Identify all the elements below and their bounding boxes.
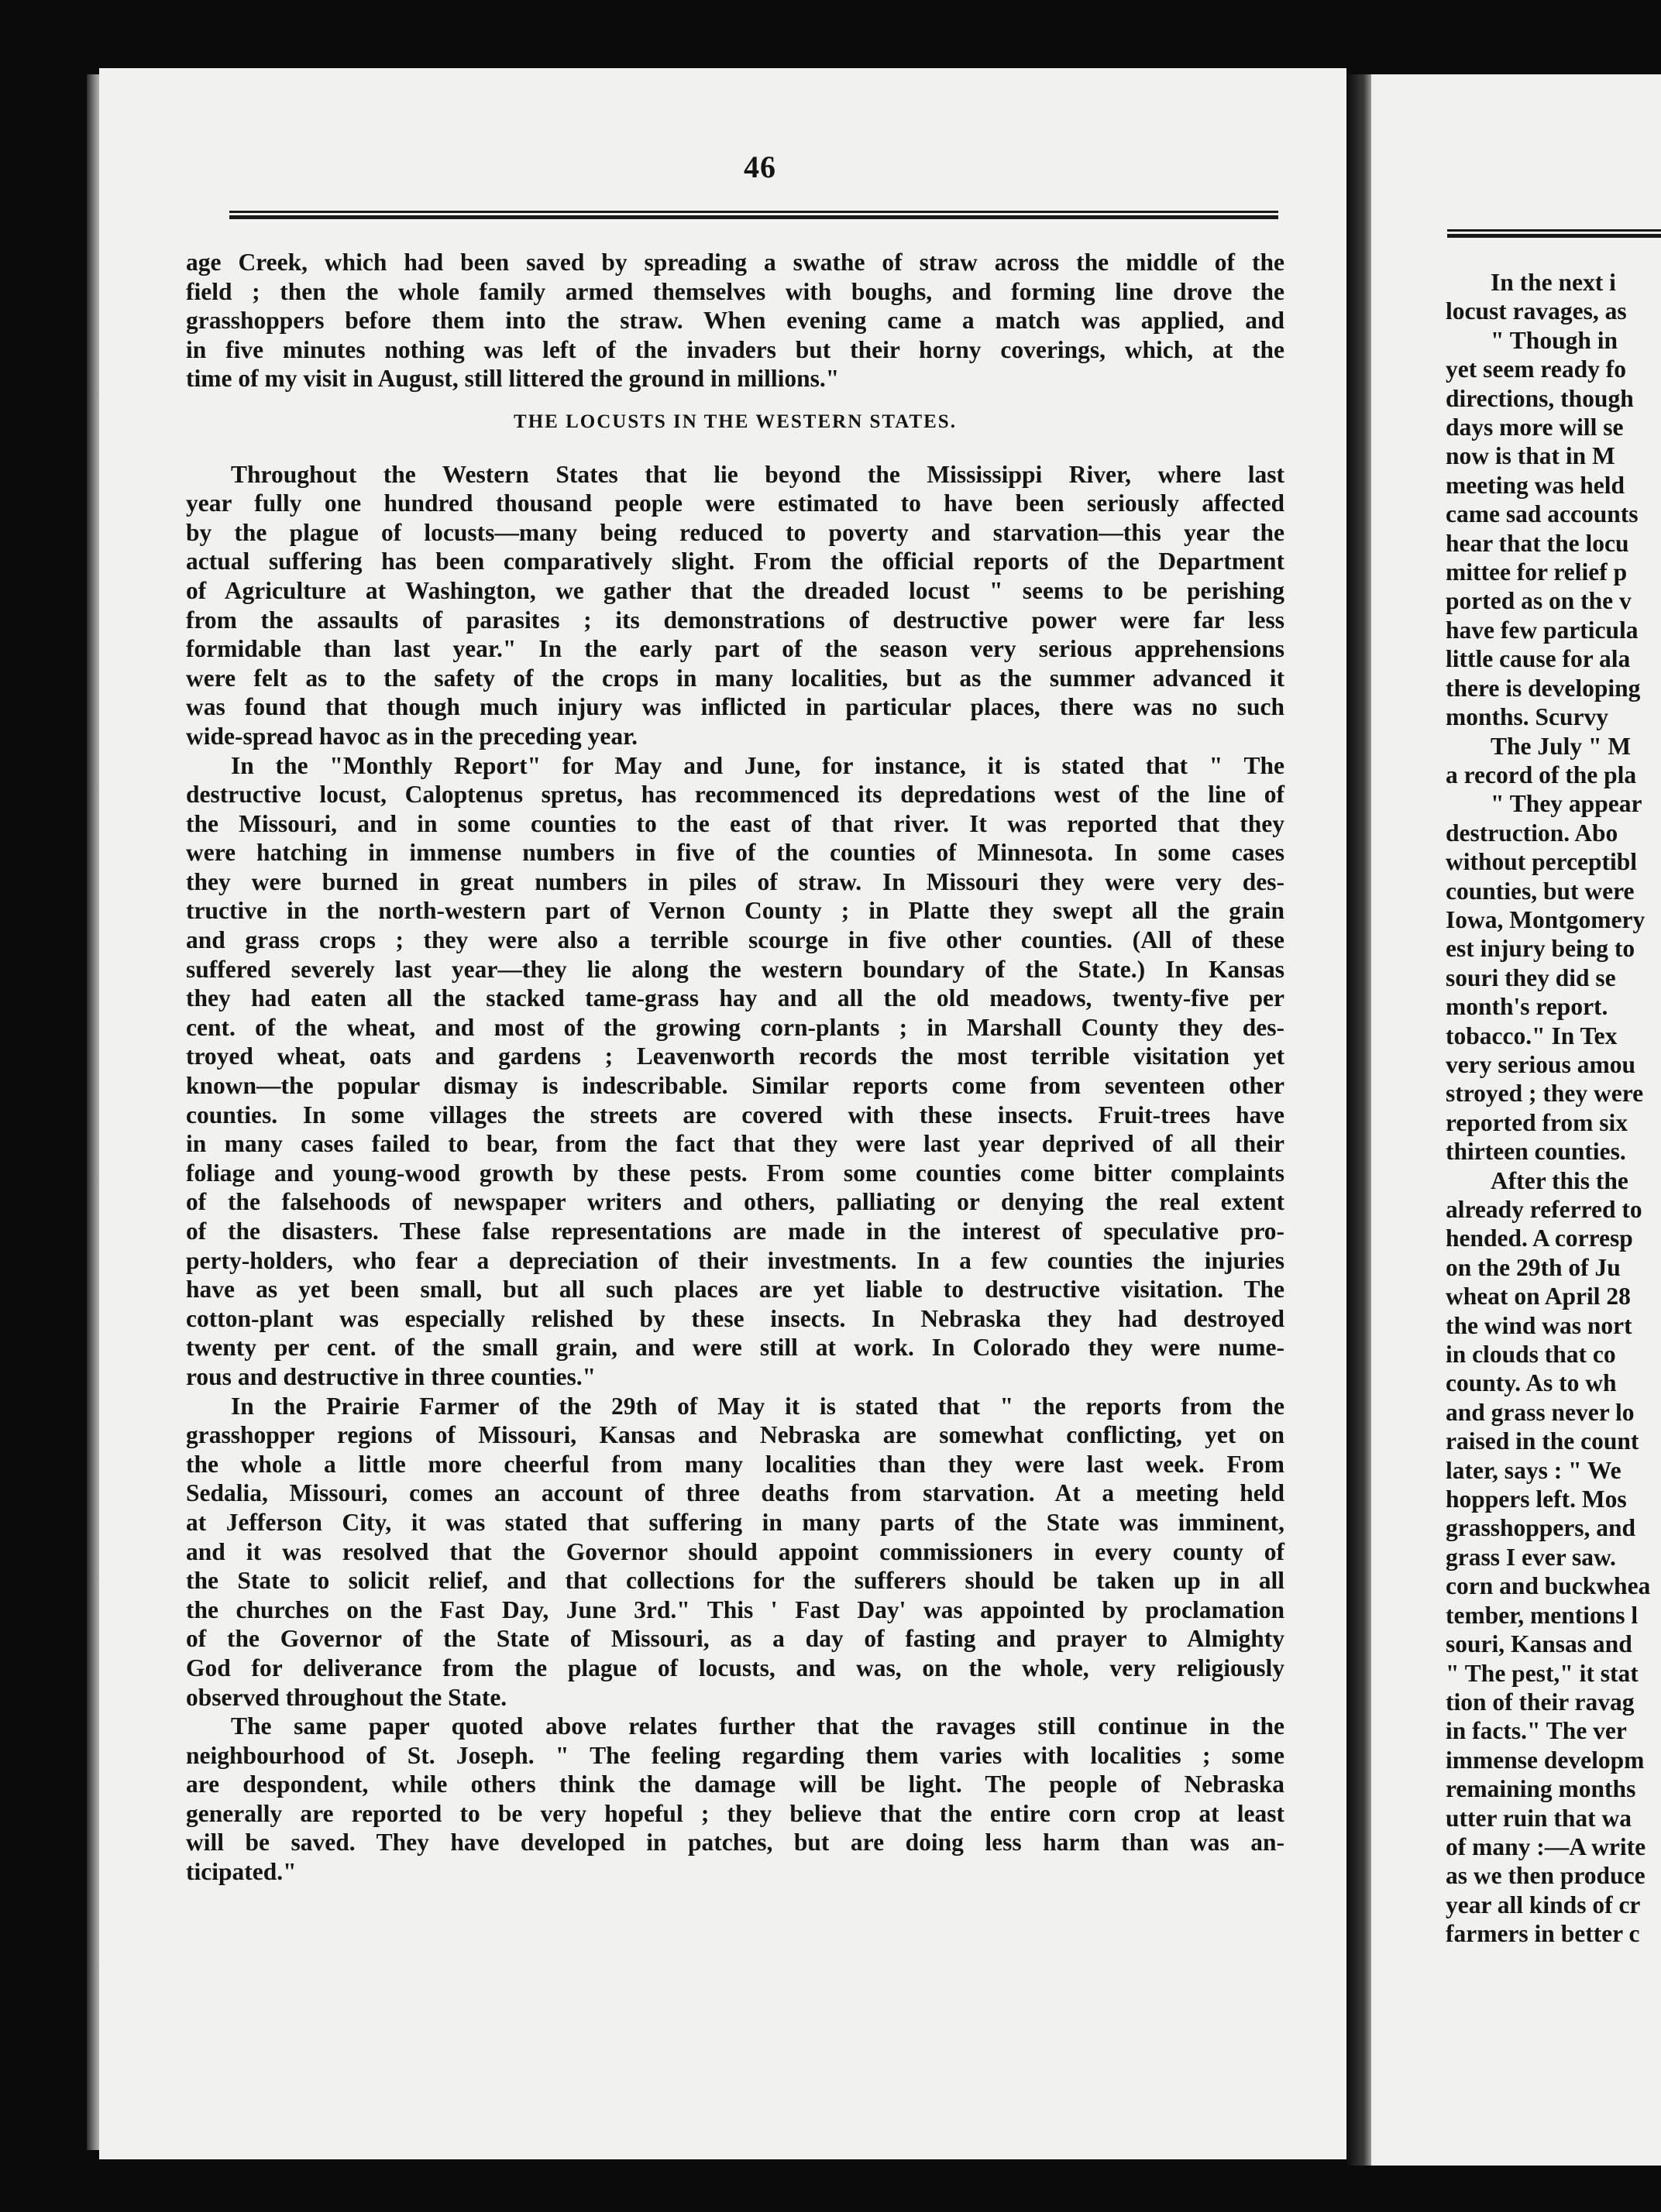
text-line: grasshopper regions of Missouri, Kansas and Nebraska are somewhat conflicting, yet on xyxy=(186,1421,1284,1449)
text-line: cent. of the wheat, and most of the growing corn-plants ; in Marshall County they des- xyxy=(186,1013,1284,1041)
text-line: in facts." The ver xyxy=(1446,1717,1627,1745)
text-line: tructive in the north-western part of Vernon County ; in Platte they swept all the grain xyxy=(186,897,1284,925)
text-line: have as yet been small, but all such places are yet liable to destructive visitation. The xyxy=(186,1276,1284,1304)
text-line: locust ravages, as xyxy=(1446,297,1627,325)
text-line: and grass never lo xyxy=(1446,1398,1635,1426)
text-line: ported as on the v xyxy=(1446,587,1632,615)
text-line: stroyed ; they were xyxy=(1446,1080,1644,1108)
text-line: souri they did se xyxy=(1446,963,1616,991)
text-line: yet seem ready fo xyxy=(1446,356,1626,383)
text-line: wheat on April 28 xyxy=(1446,1283,1631,1310)
text-line: counties, but were xyxy=(1446,877,1635,905)
text-line: county. As to wh xyxy=(1446,1369,1617,1397)
text-line: in clouds that co xyxy=(1446,1341,1616,1369)
text-line: as we then produce xyxy=(1446,1862,1646,1890)
text-line: year fully one hundred thousand people were estimated to have been seriously affected xyxy=(186,489,1284,517)
text-line: a record of the pla xyxy=(1446,761,1637,788)
text-line: already referred to xyxy=(1446,1196,1642,1223)
text-line: month's report. xyxy=(1446,993,1608,1021)
text-line: The July " M xyxy=(1491,732,1632,760)
text-line: time of my visit in August, still littered the ground in millions." xyxy=(186,365,840,393)
text-line: cotton-plant was especially relished by these insects. In Nebraska they had destroyed xyxy=(186,1304,1284,1332)
text-line: formidable than last year." In the early part of the season very serious apprehensions xyxy=(186,635,1284,663)
right-column-text xyxy=(1446,268,1661,1949)
text-line: field ; then the whole family armed themselves with boughs, and forming line drove the xyxy=(186,277,1284,305)
text-line: year all kinds of cr xyxy=(1446,1891,1641,1918)
text-line: of Agriculture at Washington, we gather that the dreaded locust " seems to be perishing xyxy=(186,576,1284,604)
header-rule xyxy=(229,211,1278,220)
text-line: the State to solicit relief, and that collections for the sufferers should be taken up in all xyxy=(186,1567,1284,1595)
text-line: hended. A corresp xyxy=(1446,1224,1633,1252)
text-line: were felt as to the safety of the crops in many localities, but as the summer advanced it xyxy=(186,664,1284,692)
text-line: are despondent, while others think the damage will be light. The people of Nebraska xyxy=(186,1771,1284,1798)
text-line: souri, Kansas and xyxy=(1446,1630,1632,1658)
text-line: and grass crops ; they were also a terrible scourge in five other counties. (All of these xyxy=(186,926,1284,954)
text-line: tobacco." In Tex xyxy=(1446,1022,1618,1049)
text-line: " Though in xyxy=(1491,326,1618,354)
text-line: they had eaten all the stacked tame-grass hay and all the old meadows, twenty-five per xyxy=(186,984,1284,1012)
text-line: " The pest," it stat xyxy=(1446,1659,1639,1687)
text-line: from the assaults of parasites ; its demonstrations of destructive power were far less xyxy=(186,606,1284,634)
text-line: of the Governor of the State of Missouri, as a day of fasting and prayer to Almighty xyxy=(186,1625,1284,1653)
text-line: est injury being to xyxy=(1446,935,1635,963)
text-line: in many cases failed to bear, from the fact that they were last year deprived of all their xyxy=(186,1130,1284,1158)
text-line: at Jefferson City, it was stated that suffering in many parts of the State was imminent, xyxy=(186,1508,1284,1536)
text-line: utter ruin that wa xyxy=(1446,1804,1632,1832)
text-line: and it was resolved that the Governor should appoint commissioners in every county of xyxy=(186,1537,1284,1565)
text-line: suffered severely last year—they lie along the western boundary of the State.) In Kansas xyxy=(186,955,1284,983)
text-line: tember, mentions l xyxy=(1446,1601,1639,1629)
text-line: immense developm xyxy=(1446,1746,1645,1774)
text-line: days more will se xyxy=(1446,414,1624,441)
text-line: meeting was held xyxy=(1446,471,1625,499)
paragraph-same-paper xyxy=(186,1712,1284,1887)
text-line: In the next i xyxy=(1491,269,1616,296)
text-line: of the disasters. These false representations are made in the interest of speculative pro- xyxy=(186,1218,1284,1245)
text-line: hear that the locu xyxy=(1446,529,1629,557)
text-line: very serious amou xyxy=(1446,1050,1635,1078)
text-line: later, says : " We xyxy=(1446,1456,1621,1484)
text-line: the churches on the Fast Day, June 3rd." This ' Fast Day' was appointed by proclamation xyxy=(186,1595,1284,1623)
text-line: without perceptibl xyxy=(1446,848,1638,876)
text-line: little cause for ala xyxy=(1446,645,1631,673)
text-line: now is that in M xyxy=(1446,442,1615,470)
text-line: directions, though xyxy=(1446,384,1634,412)
paragraph-monthly-report xyxy=(186,751,1284,1392)
text-line: wide-spread havoc as in the preceding year. xyxy=(186,722,638,750)
text-line: have few particula xyxy=(1446,616,1639,644)
text-line: troyed wheat, oats and gardens ; Leavenworth records the most terrible visitation yet xyxy=(186,1042,1284,1070)
text-line: by the plague of locusts—many being reduced to poverty and starvation—this year the xyxy=(186,518,1284,546)
page-gutter xyxy=(1346,74,1371,2166)
text-line: corn and buckwhea xyxy=(1446,1572,1651,1600)
right-page xyxy=(1371,74,1661,2166)
text-line: in five minutes nothing was left of the invaders but their horny coverings, which, at the xyxy=(186,335,1284,363)
text-line: known—the popular dismay is indescribable. Similar reports come from seventeen other xyxy=(186,1072,1284,1100)
text-line: the Missouri, and in some counties to the east of that river. It was reported that they xyxy=(186,809,1284,837)
text-line: they were burned in great numbers in piles of straw. In Missouri they were very des- xyxy=(186,867,1284,895)
text-line: Throughout the Western States that lie beyond the Mississippi River, where last xyxy=(231,460,1284,488)
text-line: generally are reported to be very hopeful ; they believe that the entire corn crop at least xyxy=(186,1799,1284,1827)
text-line: The same paper quoted above relates further that the ravages still continue in the xyxy=(231,1712,1284,1740)
text-line: In the Prairie Farmer of the 29th of May it is stated that " the reports from the xyxy=(231,1392,1284,1420)
text-line: farmers in better c xyxy=(1446,1920,1640,1948)
text-line: counties. In some villages the streets are covered with these insects. Fruit-trees have xyxy=(186,1101,1284,1128)
text-line: Sedalia, Missouri, comes an account of three deaths from starvation. At a meeting held xyxy=(186,1479,1284,1507)
text-line: After this the xyxy=(1491,1166,1628,1194)
text-line: destructive locust, Caloptenus spretus, has recommenced its depredations west of the line of xyxy=(186,781,1284,809)
page-number: 46 xyxy=(744,149,776,184)
text-line: " They appear xyxy=(1491,790,1642,818)
text-line: tion of their ravag xyxy=(1446,1688,1635,1716)
text-line: Iowa, Montgomery xyxy=(1446,905,1646,933)
text-line: twenty per cent. of the small grain, and were still at work. In Colorado they were nume- xyxy=(186,1334,1284,1362)
text-line: the whole a little more cheerful from many localities than they were last week. From xyxy=(186,1450,1284,1478)
text-line: In the "Monthly Report" for May and June, for instance, it is stated that " The xyxy=(231,751,1284,779)
text-line: were hatching in immense numbers in five of the counties of Minnesota. In some cases xyxy=(186,839,1284,867)
text-line: there is developing xyxy=(1446,674,1641,702)
text-line: actual suffering has been comparatively slight. From the official reports of the Department xyxy=(186,548,1284,575)
section-heading: THE LOCUSTS IN THE WESTERN STATES. xyxy=(514,410,957,432)
text-line: ticipated." xyxy=(186,1858,297,1886)
text-line: destruction. Abo xyxy=(1446,819,1618,847)
text-line: mittee for relief p xyxy=(1446,558,1628,586)
left-column-text xyxy=(186,248,1284,1887)
text-line: was found that though much injury was inflicted in particular places, there was no such xyxy=(186,693,1284,721)
text-line: God for deliverance from the plague of locusts, and was, on the whole, very religiously xyxy=(186,1654,1284,1681)
intro-paragraph xyxy=(186,248,1284,393)
text-line: will be saved. They have developed in patches, but are doing less harm than was an- xyxy=(186,1829,1284,1856)
text-line: grasshoppers, and xyxy=(1446,1514,1636,1542)
right-header-rule xyxy=(1447,229,1661,239)
text-line: of the falsehoods of newspaper writers and others, palliating or denying the real extent xyxy=(186,1188,1284,1216)
text-line: rous and destructive in three counties." xyxy=(186,1362,597,1390)
text-line: on the 29th of Ju xyxy=(1446,1253,1621,1281)
text-line: reported from six xyxy=(1446,1108,1628,1136)
text-line: grasshoppers before them into the straw. When evening came a match was applied, and xyxy=(186,307,1284,335)
text-line: grass I ever saw. xyxy=(1446,1543,1616,1571)
text-line: the wind was nort xyxy=(1446,1311,1632,1339)
text-line: remaining months xyxy=(1446,1775,1636,1803)
text-line: months. Scurvy xyxy=(1446,703,1609,731)
text-line: hoppers left. Mos xyxy=(1446,1486,1627,1513)
text-line: foliage and young-wood growth by these pests. From some counties come bitter complaints xyxy=(186,1159,1284,1187)
text-line: of many :—A write xyxy=(1446,1832,1646,1860)
text-line: thirteen counties. xyxy=(1446,1138,1626,1166)
text-line: age Creek, which had been saved by spreading a swathe of straw across the middle of the xyxy=(186,249,1284,276)
text-line: raised in the count xyxy=(1446,1427,1639,1455)
paragraph-western-states xyxy=(186,460,1284,751)
text-line: neighbourhood of St. Joseph. " The feeling regarding them varies with localities ; some xyxy=(186,1741,1284,1769)
paragraph-prairie-farmer xyxy=(186,1392,1284,1712)
text-line: perty-holders, who fear a depreciation of their investments. In a few counties the injuries xyxy=(186,1246,1284,1274)
text-line: came sad accounts xyxy=(1446,500,1639,528)
text-line: observed throughout the State. xyxy=(186,1683,507,1711)
